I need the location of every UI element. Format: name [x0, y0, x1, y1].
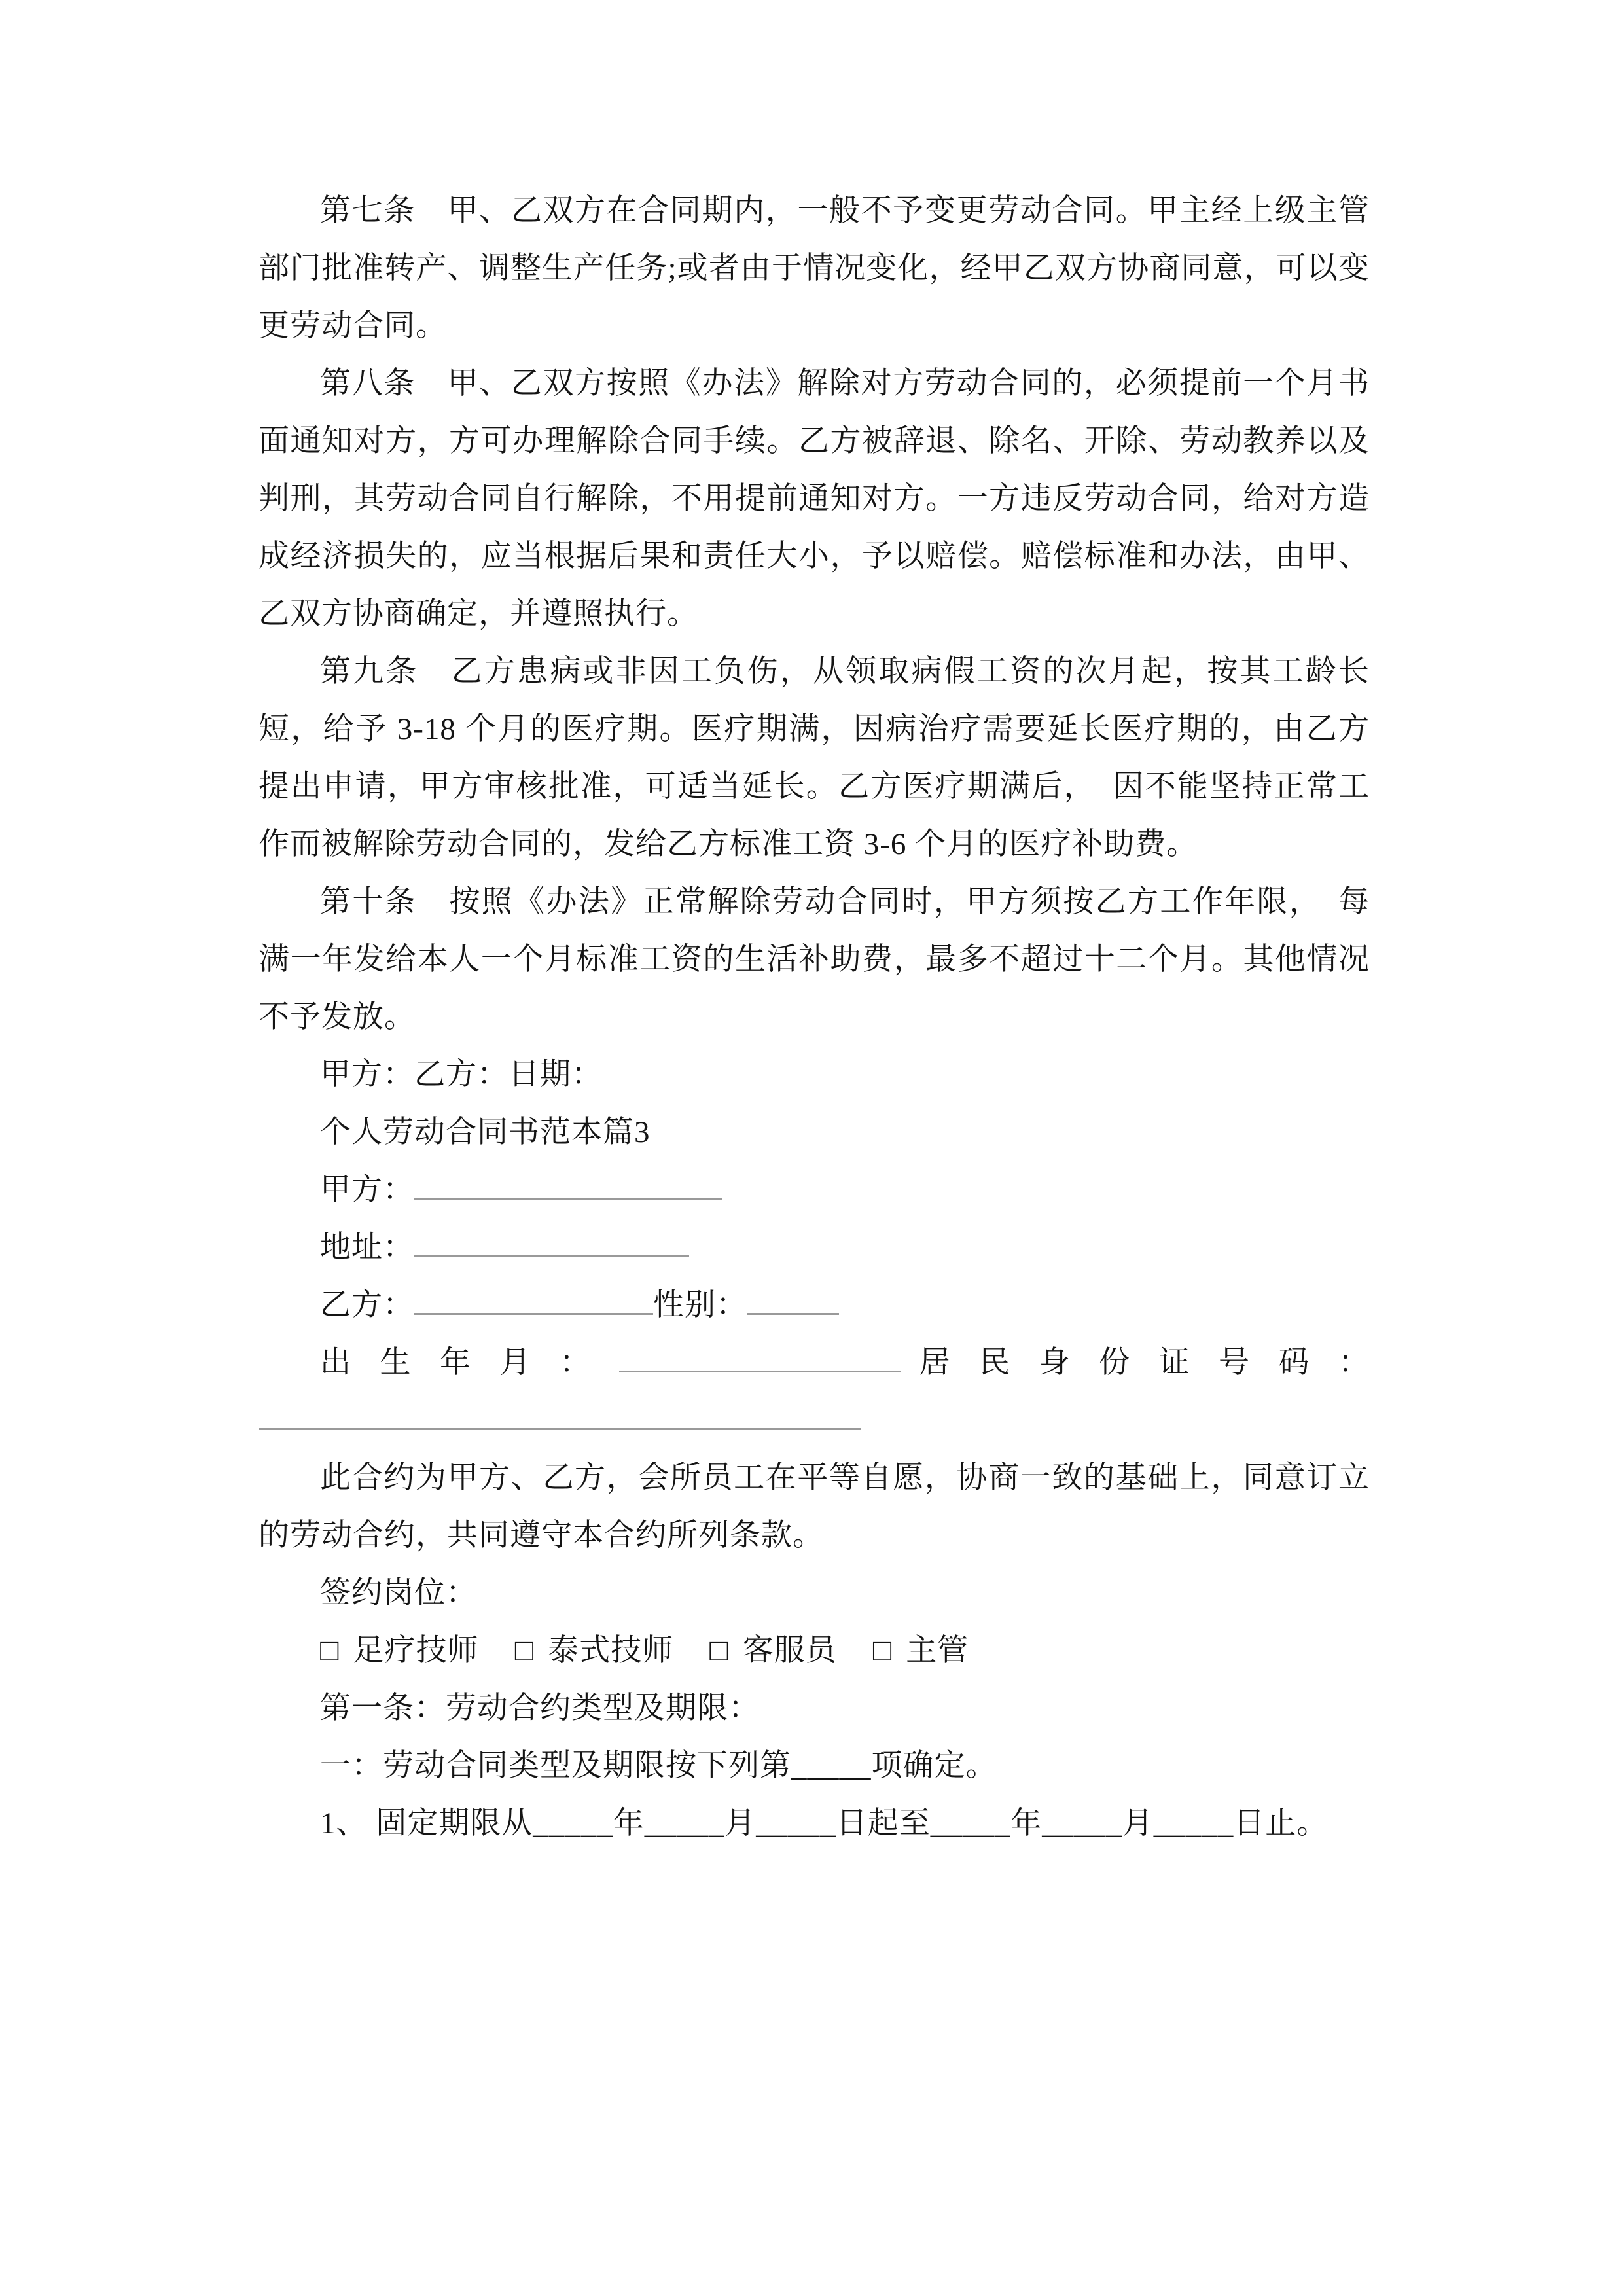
party-b-blank-field — [414, 1283, 653, 1315]
gender-label: 性别： — [653, 1288, 747, 1322]
position-label: 主管 — [906, 1634, 969, 1668]
checkbox-icon: □ — [709, 1634, 729, 1668]
fixed-term-line: 1、 固定期限从_____年_____月_____日起至_____年_____月_____日止。 — [320, 1806, 1329, 1840]
birth-blank-field — [619, 1341, 901, 1372]
birth-label: 出 生 年 月 ： — [320, 1346, 601, 1380]
checkbox-icon: □ — [320, 1634, 340, 1668]
checkbox-icon: □ — [872, 1634, 893, 1668]
party-b-gender-line — [259, 1276, 1370, 1334]
gender-blank-field — [747, 1283, 839, 1315]
article-9-paragraph: 第九条 乙方患病或非因工负伤，从领取病假工资的次月起，按其工龄长短，给予 3-18 个月的医疗期。医疗期满，因病治疗需要延长医疗期的，由乙方提出申请，甲方审核批准，可适当延长。乙方医疗期满后， 因不能坚持正常工作而被解除劳动合同的，发给乙方标准工资 3-6 个月的医疗补助费。 — [259, 655, 1370, 861]
id-number-blank-line — [259, 1391, 1370, 1449]
positions-title: 签约岗位： — [320, 1576, 477, 1610]
party-b-label: 乙方： — [320, 1288, 414, 1322]
id-number-blank-field — [259, 1399, 861, 1430]
signature-line: 甲方：乙方：日期： — [320, 1058, 603, 1092]
checkbox-icon: □ — [514, 1634, 534, 1668]
article-7-paragraph: 第七条 甲、乙双方在合同期内，一般不予变更劳动合同。甲主经上级主管部门批准转产、调整生产任务;或者由于情况变化，经甲乙双方协商同意，可以变更劳动合同。 — [259, 194, 1370, 343]
article-8-paragraph: 第八条 甲、乙双方按照《办法》解除对方劳动合同的，必须提前一个月书面通知对方，方可办理解除合同手续。乙方被辞退、除名、开除、劳动教养以及判刑，其劳动合同自行解除，不用提前通知对方。一方违反劳动合同，给对方造成经济损失的，应当根据后果和责任大小，予以赔偿。赔偿标准和办法，由甲、乙双方协商确定，并遵照执行。 — [259, 367, 1370, 631]
section-title: 个人劳动合同书范本篇3 — [320, 1115, 651, 1149]
position-label: 泰式技师 — [548, 1634, 674, 1668]
position-option-thai-therapist — [515, 1634, 674, 1668]
position-label: 客服员 — [742, 1634, 837, 1668]
party-a-label: 甲方： — [320, 1173, 414, 1207]
party-a-line — [259, 1161, 1370, 1219]
position-options — [259, 1622, 1370, 1679]
document-content — [259, 182, 1370, 1852]
address-line — [259, 1219, 1370, 1276]
birth-id-line — [259, 1334, 1370, 1391]
address-label: 地址： — [320, 1230, 414, 1265]
term-type-line: 一：劳动合同类型及期限按下列第_____项确定。 — [320, 1749, 997, 1783]
article-10-paragraph: 第十条 按照《办法》正常解除劳动合同时，甲方须按乙方工作年限， 每满一年发给本人一个月标准工资的生活补助费，最多不超过十二个月。其他情况不予发放。 — [259, 885, 1370, 1034]
position-label: 足疗技师 — [353, 1634, 479, 1668]
article-1-title: 第一条：劳动合约类型及期限： — [320, 1691, 760, 1725]
agreement-intro-paragraph: 此合约为甲方、乙方，会所员工在平等自愿，协商一致的基础上，同意订立的劳动合约，共同遵守本合约所列条款。 — [259, 1461, 1370, 1552]
position-option-foot-therapist — [320, 1634, 479, 1668]
id-number-label: 居 民 身 份 证 号 码 ： — [919, 1346, 1370, 1380]
position-option-customer-service — [709, 1634, 837, 1668]
position-option-supervisor — [873, 1634, 969, 1668]
party-a-blank-field — [414, 1168, 722, 1200]
address-blank-field — [414, 1226, 689, 1257]
